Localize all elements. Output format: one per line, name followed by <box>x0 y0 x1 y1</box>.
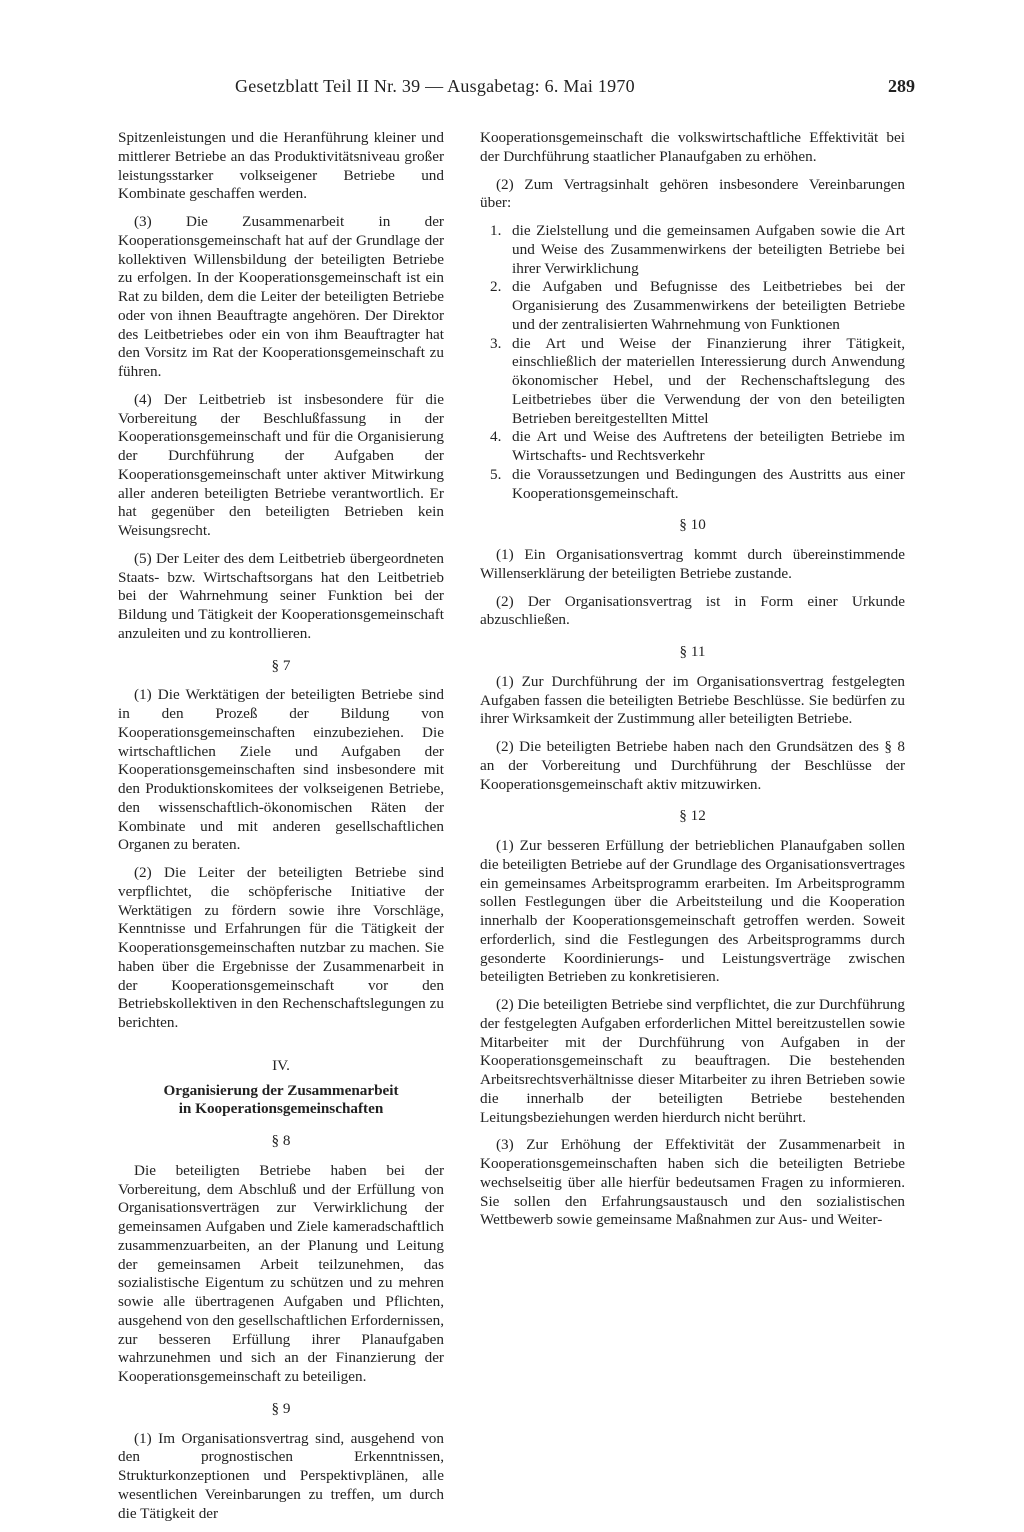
section-heading: § 8 <box>271 1132 291 1149</box>
page-number: 289 <box>888 76 915 96</box>
list-item-number: 2. <box>490 278 502 296</box>
list-item-text: die Voraussetzungen und Bedingungen des Austritts aus einer Kooperationsgemeinschaft. <box>512 465 905 502</box>
paragraph: Spitzenleistungen und die Heranführung kleiner und mittlerer Betriebe an das Produktivitätsniveau großer leistungsstarker volkseigener Betriebe und Kombinate geschaffen werden. <box>118 129 444 203</box>
page-header <box>235 76 915 102</box>
paragraph: (1) Im Organisationsvertrag sind, ausgehend von den prognostischen Erkenntnissen, Strukturkonzeptionen und Perspektivplänen, alle wesentlichen Vereinbarungen zu treffen, um durch die Tätigkeit der <box>118 1429 444 1522</box>
chapter-title-line: Organisierung der Zusammenarbeit <box>163 1081 399 1099</box>
chapter-number: IV. <box>272 1056 290 1074</box>
chapter-title-line: in Kooperationsgemeinschaften <box>178 1100 384 1118</box>
list-item <box>480 222 905 278</box>
list-item-text: die Zielstellung und die gemeinsamen Aufgaben sowie die Art und Weise des Zusammenwirkens der beteiligten Betriebe bei ihrer Verwirklichung <box>512 222 905 277</box>
list-item <box>480 428 905 466</box>
paragraph: (2) Die beteiligten Betriebe sind verpflichtet, die zur Durchführung der festgelegten Aufgaben erforderlichen Mittel bereitzustellen sowie Mitarbeiter mit der Durchführung von Aufgaben in der Kooperationsgemeinschaft zu beauftragen. Die bestehenden Arbeitsrechtsverhältnisse dieser Mitarbeiter zu ihren Betrieben sowie die innerhalb der beteiligten Betriebe bestehenden Leitungsbeziehungen werden hierdurch nicht berührt. <box>480 996 905 1126</box>
list-item-number: 5. <box>490 465 502 483</box>
paragraph: (1) Zur Durchführung der im Organisationsvertrag festgelegten Aufgaben fassen die beteiligten Betriebe Beschlüsse. Sie bedürfen zu ihrer Wirksamkeit der Zustimmung aller beteiligten Betriebe. <box>480 672 905 728</box>
paragraph: (1) Die Werktätigen der beteiligten Betriebe sind in den Prozeß der Bildung von Kooperationsgemeinschaften einzubeziehen. Die wirtschaftlichen Ziele und Aufgaben der Kooperationsgemeinschaften sind insbesondere mit den Produktionskomitees der volkseigenen Betriebe, den wissenschaftlich-ökonomischen Räten der Kombinate und mit anderen gesellschaftlichen Organen zu beraten. <box>118 686 444 854</box>
section-heading: § 12 <box>679 807 706 825</box>
list-item-number: 3. <box>490 334 502 352</box>
list-item-number: 4. <box>490 428 502 446</box>
paragraph: (2) Zum Vertragsinhalt gehören insbesondere Vereinbarungen über: <box>480 175 905 212</box>
chapter-title <box>118 1082 444 1120</box>
paragraph: (1) Zur besseren Erfüllung der betrieblichen Planaufgaben sollen die beteiligten Betriebe auf der Grundlage des Organisationsvertrages ein gemeinsames Arbeitsprogramm erarbeiten. Im Arbeitsprogramm sollen Festlegungen über die Arbeitsteilung und die Kooperation innerhalb der Kooperationsgemeinschaft getroffen werden. Soweit erforderlich, sind die Festlegungen des Arbeitsprogramms durch gesonderte Koordinierungs- und Leistungsverträge zwischen beteiligten Betrieben zu konkretisieren. <box>480 837 905 986</box>
list-item <box>480 335 905 429</box>
list-item-text: die Art und Weise der Finanzierung ihrer Tätigkeit, einschließlich der materiellen Interessierung durch Anwendung ökonomischer Hebel, und der Rechenschaftslegung des Leitbetriebes über die Verwendung der von den beteiligten Betrieben bereitgestellten Mittel <box>512 334 905 427</box>
paragraph: (2) Die beteiligten Betriebe haben nach den Grundsätzen des § 8 an der Vorbereitung und Durchführung der Beschlüsse der Kooperationsgemeinschaft aktiv mitzuwirken. <box>480 738 905 793</box>
section-heading: § 10 <box>679 516 706 534</box>
numbered-list <box>480 222 905 503</box>
left-column <box>118 129 444 1532</box>
paragraph: (5) Der Leiter des dem Leitbetrieb übergeordneten Staats- bzw. Wirtschaftsorgans hat den Leitbetrieb bei der Wahrnehmung seiner Funktion bei der Bildung und Tätigkeit der Kooperationsgemeinschaft anzuleiten und zu kontrollieren. <box>118 549 444 642</box>
paragraph: (2) Die Leiter der beteiligten Betriebe sind verpflichtet, die schöpferische Initiative der Werktätigen zu fördern sowie ihre Vorschläge, Kenntnisse und Erfahrungen für die Tätigkeit der Kooperationsgemeinschaften nutzbar zu machen. Sie haben über die Ergebnisse der Zusammenarbeit in der Kooperationsgemeinschaft vor den Betriebskollektiven in den Rechenschaftslegungen zu berichten. <box>118 864 444 1031</box>
paragraph: (3) Zur Erhöhung der Effektivität der Zusammenarbeit in Kooperationsgemeinschaften haben sich die beteiligten Betriebe wechselseitig über alle hierfür bedeutsamen Fragen zu informieren. Sie sollen den Erfahrungsaustausch und den sozialistischen Wettbewerb sowie gemeinsame Maßnahmen zur Aus- und Weiter- <box>480 1136 905 1229</box>
section-heading: § 9 <box>271 1399 291 1417</box>
paragraph: Die beteiligten Betriebe haben bei der Vorbereitung, dem Abschluß und der Erfüllung von Organisationsverträgen zur Verwirklichung der gemeinsamen Aufgaben und Ziele kameradschaftlich zusammenzuarbeiten, an der Planung und Leitung der gemeinsamen Arbeit teilzunehmen, das sozialistische Eigentum zu schützen und zu mehren sowie alle übertragenen Aufgaben und Pflichten, ausgehend von den gesellschaftlichen Erfordernissen, zur besseren Erfüllung ihrer Planaufgaben wahrzunehmen und sich an der Finanzierung der Kooperationsgemeinschaft zu beteiligen. <box>118 1161 444 1385</box>
paragraph: (2) Der Organisationsvertrag ist in Form einer Urkunde abzuschließen. <box>480 592 905 629</box>
list-item-number: 1. <box>490 222 502 239</box>
right-column <box>480 129 905 1239</box>
paragraph: Kooperationsgemeinschaft die volkswirtschaftliche Effektivität bei der Durchführung staatlicher Planaufgaben zu erhöhen. <box>480 129 905 165</box>
paragraph: (3) Die Zusammenarbeit in der Kooperationsgemeinschaft hat auf der Grundlage der kollektiven Willensbildung der beteiligten Betriebe zu erfolgen. In der Kooperationsgemeinschaft ist ein Rat zu bilden, dem die Leiter der beteiligten Betriebe oder von ihnen Beauftragte angehören. Der Direktor des Leitbetriebes oder ein von ihm Beauftragter hat den Vorsitz im Rat der Kooperationsgemeinschaft zu führen. <box>118 213 444 380</box>
paragraph: (1) Ein Organisationsvertrag kommt durch übereinstimmende Willenserklärung der beteiligten Betriebe zustande. <box>480 546 905 582</box>
list-item-text: die Aufgaben und Befugnisse des Leitbetriebes bei der Organisierung des Zusammenwirkens der beteiligten Betriebe und der zentralisierten Wahrnehmung von Funktionen <box>512 278 905 333</box>
paragraph: (4) Der Leitbetrieb ist insbesondere für die Vorbereitung der Beschlußfassung in der Kooperationsgemeinschaft und für die Organisierung der Durchführung der Aufgaben der Kooperationsgemeinschaft unter aktiver Mitwirkung aller anderen beteiligten Betriebe verantwortlich. Er hat gegenüber den beteiligten Betrieben kein Weisungsrecht. <box>118 390 444 539</box>
header-title: Gesetzblatt Teil II Nr. 39 — Ausgabetag: 6. Mai 1970 <box>235 76 635 96</box>
list-item-text: die Art und Weise des Auftretens der beteiligten Betriebe im Wirtschafts- und Rechtsverkehr <box>512 428 905 464</box>
list-item <box>480 466 905 504</box>
section-heading: § 11 <box>679 643 706 660</box>
list-item <box>480 278 905 334</box>
section-heading: § 7 <box>271 656 291 674</box>
